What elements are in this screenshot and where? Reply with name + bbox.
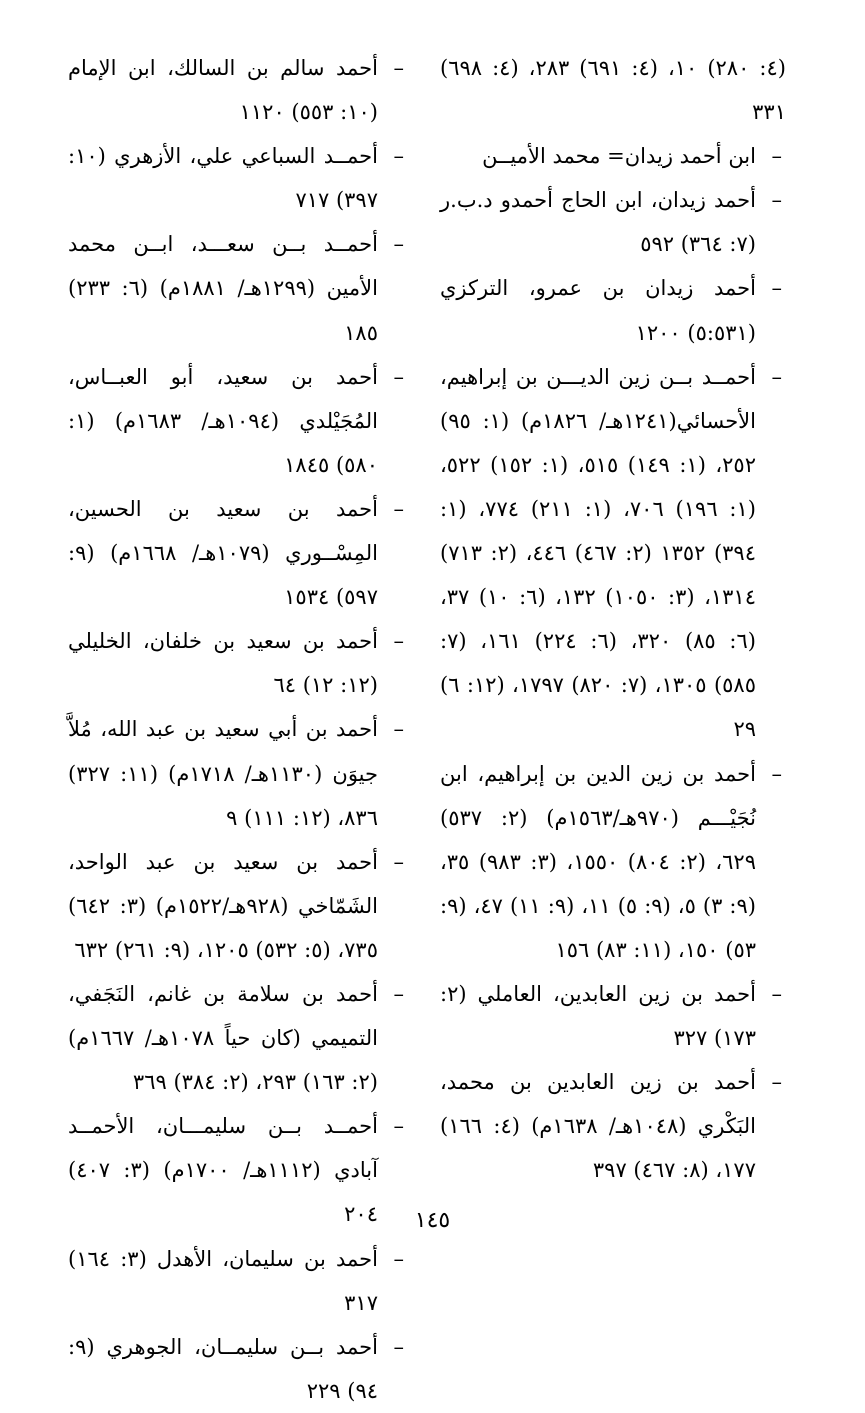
entry-dash: – <box>393 1114 404 1139</box>
entry-dash: – <box>771 144 782 169</box>
index-entry <box>68 840 408 972</box>
entry-dash: – <box>771 1070 782 1095</box>
entry-text: (٤: ٢٨٠) ١٠، (٤: ٦٩١) ٢٨٣، (٤: ٦٩٨) ٣٣١ <box>440 56 786 125</box>
entry-text: أحمد بن سعيد بن خلفان، الخليلي (١٢: ١٢) ٦٤ <box>68 629 378 698</box>
entry-dash: – <box>393 1246 404 1271</box>
index-entry <box>68 619 408 707</box>
index-entry <box>68 134 408 222</box>
entry-text: أحمد بــن سليمــان، الجوهري (٩: ٩٤) ٢٢٩ <box>68 1334 378 1403</box>
entry-dash: – <box>771 761 782 786</box>
entry-text: أحمد بن زين العابدين، العاملي (٢: ١٧٣) ٣٢٧ <box>440 981 756 1051</box>
entry-text: أحمد بن أبي سعيد بن عبد الله، مُلاَّ جيوَن (١١٣٠هـ/ ١٧١٨م) (١١: ٣٢٧) ٨٣٦، (١٢: ١١١) ٩ <box>68 717 378 830</box>
index-entry <box>440 355 786 752</box>
index-column-right <box>440 46 786 1192</box>
index-entry <box>68 1325 408 1413</box>
entry-dash: – <box>393 496 404 521</box>
entry-dash: – <box>771 276 782 301</box>
index-entry <box>440 134 786 178</box>
entry-text: أحمــد بــن زين الديـــن بن إبراهيم، الأحسائي(١٢٤١هـ/ ١٨٢٦م) (١: ٩٥) ٢٥٢، (١: ١٤٩) ٥١٥، (١: ١٥٢) ٥٢٢، (١: ١٩٦) ٧٠٦، (١: ٢١١) ٧٧٤، (١: ٣٩٤) ١٣٥٢ (٢: ٤٦٧) ٤٤٦، (٢: ٧١٣) ١٣١٤، (٣: ١٠٥٠) ١٣٢، (٦: ١٠) ٣٧، (٦: ٨٥) ٣٢٠، (٦: ٢٢٤) ١٦١، (٧: ٥٨٥) ١٣٠٥، (٧: ٨٢٠) ١٧٩٧، (١٢: ٦) ٢٩ <box>440 364 756 742</box>
page-number: ١٤٥ <box>414 1208 451 1233</box>
entry-dash: – <box>771 364 782 389</box>
entry-text: أحمد بن سعيد بن الحسين، المِسْــوري (١٠٧٩هـ/ ١٦٦٨م) (٩: ٥٩٧) ١٥٣٤ <box>68 496 378 610</box>
entry-text: أحمد بن زين الدين بن إبراهيم، ابن نُجَيْـــم (٩٧٠هـ/١٥٦٣م) (٢: ٥٣٧) ٦٢٩، (٢: ٨٠٤) ١٥٥٠، (٣: ٩٨٣) ٣٥، (٩: ٣) ٥، (٩: ٥) ١١، (٩: ١١) ٤٧، (٩: ٥٣) ١٥٠، (١١: ٨٣) ١٥٦ <box>440 761 756 962</box>
index-entry <box>68 487 408 619</box>
entry-dash: – <box>771 188 782 213</box>
entry-text: أحمد سالم بن السالك، ابن الإمام (١٠: ٥٥٣) ١١٢٠ <box>68 56 378 125</box>
index-entry <box>440 178 786 266</box>
index-entry <box>440 752 786 972</box>
entry-text: أحمد بن سعيد، أبو العبــاس، المُجَيْلدي (١٠٩٤هـ/ ١٦٨٣م) (١: ٥٨٠) ١٨٤٥ <box>68 364 378 477</box>
entry-text: ابن أحمد زيدان= محمد الأميــن <box>482 144 756 169</box>
index-entry <box>68 222 408 354</box>
index-entry <box>68 355 408 487</box>
entry-dash: – <box>393 717 404 742</box>
index-entry <box>68 1237 408 1325</box>
entry-text: أحمد بن زين العابدين بن محمد، البَكْري (١٠٤٨هـ/ ١٦٣٨م) (٤: ١٦٦) ١٧٧، (٨: ٤٦٧) ٣٩٧ <box>440 1070 756 1183</box>
entry-dash: – <box>393 56 404 80</box>
entry-dash: – <box>771 981 782 1006</box>
entry-text: أحمــد السباعي علي، الأزهري (١٠: ٣٩٧) ٧١٧ <box>68 144 378 213</box>
entry-text: أحمد زيدان، ابن الحاج أحمدو د.ب.ر (٧: ٣٦٤) ٥٩٢ <box>440 188 756 257</box>
entry-text: أحمد زيدان بن عمرو، التركزي (٥:٥٣١) ١٢٠٠ <box>440 276 756 345</box>
entry-dash: – <box>393 849 404 874</box>
entry-dash: – <box>393 981 404 1006</box>
entry-dash: – <box>393 629 404 654</box>
entry-text: أحمد بن سليمان، الأهدل (٣: ١٦٤) ٣١٧ <box>68 1246 378 1315</box>
entry-dash: – <box>393 1334 404 1359</box>
entry-dash: – <box>393 144 404 169</box>
entry-dash: – <box>393 232 404 257</box>
index-entry <box>440 972 786 1060</box>
entry-text: أحمــد بــن سعـــد، ابــن محمد الأمين (١٢٩٩هـ/ ١٨٨١م) (٦: ٢٣٣) ١٨٥ <box>68 232 378 345</box>
index-entry <box>68 46 408 134</box>
index-entry-continuation <box>440 46 786 134</box>
index-entry <box>68 707 408 839</box>
entry-text: أحمــد بــن سليمـــان، الأحمــد آبادي (١١١٢هـ/ ١٧٠٠م) (٣: ٤٠٧) ٢٠٤ <box>68 1114 378 1227</box>
index-entry <box>440 1060 786 1192</box>
entry-text: أحمد بن سلامة بن غانم، النَجَفي، التميمي (كان حياً ١٠٧٨هـ/ ١٦٦٧م) (٢: ١٦٣) ٢٩٣، (٢: ٣٨٤) ٣٦٩ <box>68 981 378 1095</box>
entry-text: أحمد بن سعيد بن عبد الواحد، الشَمّاخي (٩٢٨هـ/١٥٢٢م) (٣: ٦٤٢) ٧٣٥، (٥: ٥٣٢) ١٢٠٥، (٩: ٢٦١) ٦٣٢ <box>68 849 378 962</box>
index-entry <box>440 266 786 354</box>
index-entry <box>68 972 408 1104</box>
entry-dash: – <box>393 364 404 389</box>
